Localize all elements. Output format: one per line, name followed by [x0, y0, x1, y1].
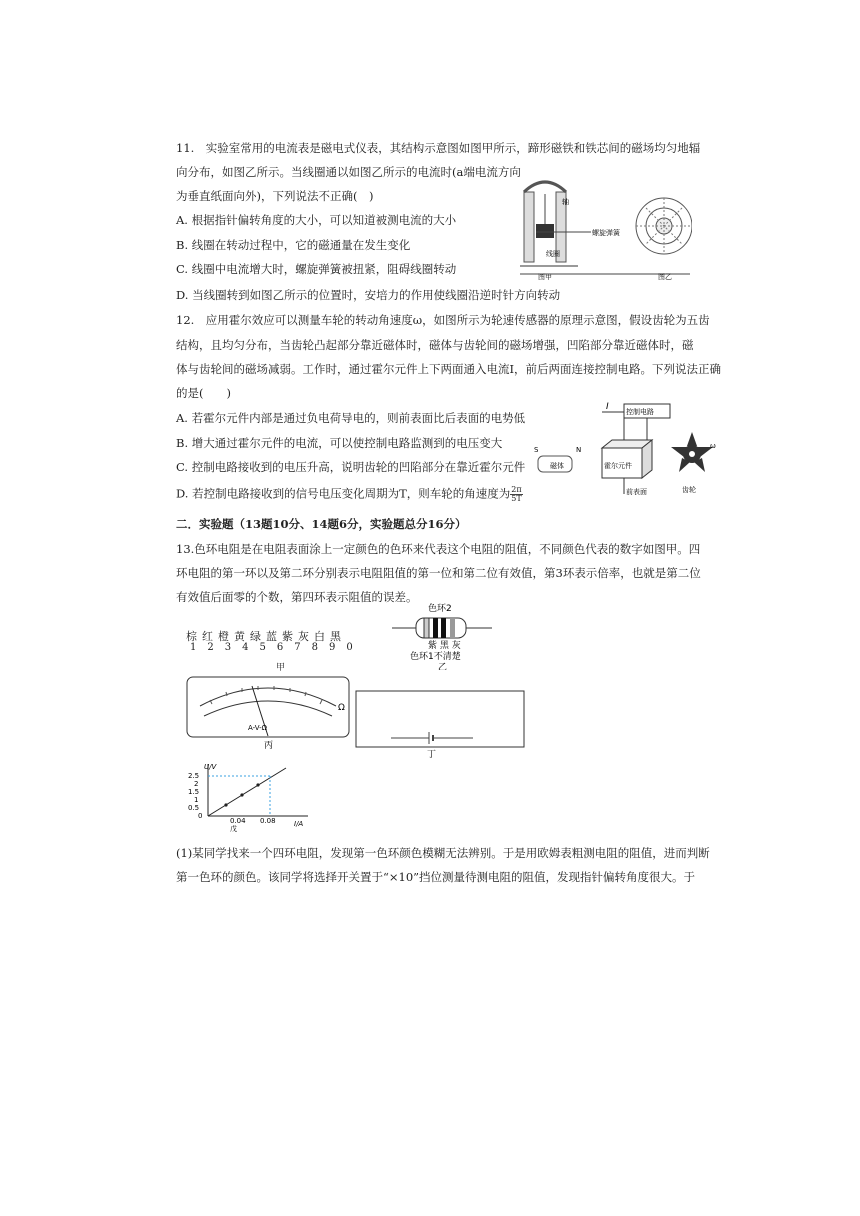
q11-stem-line2: 向分布，如图乙所示。当线圈通以如图乙所示的电流时(a端电流方向 — [176, 165, 521, 179]
current-label: I — [606, 402, 609, 412]
fig-yi-label: 图乙 — [658, 273, 672, 281]
magnet-label: 磁体 — [550, 462, 564, 470]
fraction-denominator: 5T — [511, 494, 522, 503]
gear-icon — [671, 432, 713, 472]
color-digit: 8 — [311, 642, 329, 653]
ring2-label: 色环2 — [428, 604, 452, 614]
color-digit: 5 — [259, 642, 277, 653]
fig-axis-label: 轴 — [562, 198, 569, 206]
ytick: 1.5 — [188, 788, 200, 796]
color-name: 黄 — [234, 630, 250, 643]
graph-ylabel: U/V — [204, 763, 217, 771]
q11-option-c: C. 线圈中电流增大时，螺旋弹簧被扭紧，阻碍线圈转动 — [176, 262, 457, 276]
ytick: 2 — [194, 780, 199, 788]
color-digit: 0 — [346, 642, 364, 653]
q13-stem-line3: 有效值后面零的个数，第四环表示阻值的误差。 — [176, 590, 418, 604]
color-digit: 6 — [276, 642, 295, 653]
ytick: 0 — [198, 812, 203, 820]
q11-figure — [516, 174, 692, 284]
front-surface-label: 前表面 — [626, 488, 647, 496]
q12-option-b: B. 增大通过霍尔元件的电流，可以使控制电路监测到的电压变大 — [176, 436, 503, 450]
section-2-heading: 二．实验题（13题10分、14题6分，实验题总分16分） — [176, 517, 467, 531]
graph-xlabel: I/A — [294, 820, 304, 828]
fig-spring-label: 螺旋弹簧 — [592, 229, 620, 237]
q12-stem-line3: 体与齿轮间的磁场减弱。工作时，通过霍尔元件上下两面通入电流I，前后两面连接控制电路。下列说法正确 — [176, 362, 722, 376]
q11-stem-line1: 11. 实验室常用的电流表是磁电式仪表，其结构示意图如图甲所示，蹄形磁铁和铁芯间的磁场均匀地辐 — [176, 141, 701, 155]
s-pole-label: S — [534, 446, 539, 454]
hall-element-label: 霍尔元件 — [604, 462, 632, 470]
q11-option-b: B. 线圈在转动过程中，它的磁通量在发生变化 — [176, 238, 411, 252]
color-name: 棕 — [186, 630, 202, 643]
q12-stem-line1: 12. 应用霍尔效应可以测量车轮的转动角速度ω，如图所示为轮速传感器的原理示意图，假设齿轮为五齿 — [176, 313, 710, 327]
q12-stem-line4: 的是( ) — [176, 386, 231, 400]
color-name: 黑 — [330, 630, 346, 643]
fig-coil-label: 线圈 — [546, 250, 560, 258]
q11-option-d: D. 当线圈转到如图乙所示的位置时，安培力的作用使线圈沿逆时针方向转动 — [176, 288, 561, 302]
fig-jia-caption: 甲 — [276, 663, 291, 673]
ohm-symbol: Ω — [338, 703, 345, 713]
q13-stem-line1: 13.色环电阻是在电阻表面涂上一定颜色的色环来代表这个电阻的阻值，不同颜色代表的数字如图甲。四 — [176, 542, 701, 556]
fig-wu-caption: 戊 — [230, 825, 237, 832]
color-name: 灰 — [298, 630, 314, 643]
color-name: 紫 — [282, 630, 298, 643]
circuit-figure — [355, 690, 525, 758]
color-digit: 2 — [207, 642, 225, 653]
q12-stem-line2: 结构，且均匀分布，当齿轮凸起部分靠近磁体时，磁体与齿轮间的磁场增强，凹陷部分靠近磁体时，磁 — [176, 338, 694, 352]
fraction-numerator: 2π — [511, 485, 522, 494]
color-name: 橙 — [218, 630, 234, 643]
xtick: 0.08 — [260, 817, 276, 825]
q13-stem-line2: 环电阻的第一环以及第二环分别表示电阻阻值的第一位和第二位有效值，第3环表示倍率，也就是第二位 — [176, 566, 701, 580]
q13-part1-line1: (1)某同学找来一个四环电阻，发现第一色环颜色模糊无法辨别。于是用欧姆表粗测电阻的阻值，进而判断 — [176, 846, 710, 860]
xtick: 0.04 — [230, 817, 246, 825]
dial-label: A-V-Ω — [248, 724, 268, 732]
color-digit-row — [190, 642, 364, 653]
q12-option-a: A. 若霍尔元件内部是通过负电荷导电的，则前表面比后表面的电势低 — [176, 411, 526, 425]
ring-colors-label: 紫 黑 灰 — [428, 641, 461, 651]
fig-ding-caption: 丁 — [427, 750, 437, 758]
ring1-label: 色环1不清楚 — [410, 652, 461, 662]
color-name: 绿 — [250, 630, 266, 643]
omega-label: ω — [710, 442, 716, 450]
q12-option-d — [176, 486, 523, 503]
color-digit: 3 — [224, 642, 243, 653]
u-i-graph — [184, 760, 314, 832]
color-name: 白 — [314, 630, 330, 643]
control-circuit-label: 控制电路 — [626, 408, 654, 416]
fig-bing-caption: 丙 — [264, 741, 274, 750]
q12-figure — [532, 398, 722, 504]
color-digit: 9 — [329, 642, 347, 653]
multimeter-dial — [186, 676, 350, 750]
n-pole-label: N — [576, 446, 582, 454]
ytick: 2.5 — [188, 772, 200, 780]
q12-option-d-text: D. 若控制电路接收到的信号电压变化周期为T，则车轮的角速度为 — [176, 486, 511, 501]
q11-stem-line3: 为垂直纸面向外)，下列说法不正确( ) — [176, 189, 374, 203]
color-digit: 4 — [242, 642, 260, 653]
color-name: 蓝 — [266, 630, 282, 643]
fig-jia-label: 图甲 — [538, 273, 552, 281]
ytick: 0.5 — [188, 804, 200, 812]
gear-label: 齿轮 — [682, 486, 696, 494]
color-digit: 1 — [190, 642, 208, 653]
q12-option-c: C. 控制电路接收到的电压升高，说明齿轮的凹陷部分在靠近霍尔元件 — [176, 460, 526, 474]
q12-option-d-fraction — [510, 486, 522, 503]
resistor-figure — [388, 602, 498, 670]
q11-option-a: A. 根据指针偏转角度的大小，可以知道被测电流的大小 — [176, 213, 457, 227]
fig-yi-caption: 乙 — [438, 663, 448, 670]
q13-part1-line2: 第一色环的颜色。该同学将选择开关置于“×10”挡位测量待测电阻的阻值，发现指针偏转角度很大。于 — [176, 870, 696, 884]
color-digit: 7 — [294, 642, 312, 653]
color-name: 红 — [202, 630, 218, 643]
ytick: 1 — [194, 796, 199, 804]
